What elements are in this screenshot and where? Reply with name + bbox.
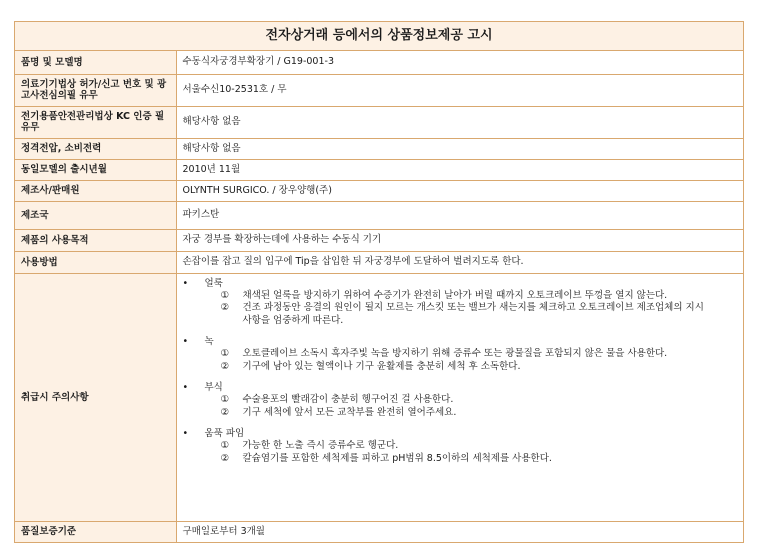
row-label-usage: 사용방법 xyxy=(15,251,176,273)
row-label-kc-cert: 전기용품안전관리법상 KC 인증 필 유무 xyxy=(15,106,176,138)
bullet-icon: • xyxy=(182,382,189,393)
table-row xyxy=(15,74,743,106)
row-label-rated-voltage: 정격전압, 소비전력 xyxy=(15,138,176,159)
caution-heading xyxy=(183,336,738,348)
info-table xyxy=(15,51,743,542)
row-label-warranty: 품질보증기준 xyxy=(15,521,176,542)
caution-item xyxy=(183,290,738,303)
caution-item-number: ① xyxy=(220,348,230,359)
caution-section xyxy=(183,428,738,465)
caution-item-text: 기구 세척에 앞서 모든 교착부를 완전히 열어주세요. xyxy=(242,406,457,418)
caution-item xyxy=(183,440,738,453)
caution-item xyxy=(183,453,738,466)
table-row xyxy=(15,251,743,273)
caution-item xyxy=(183,394,738,407)
bullet-icon: • xyxy=(182,428,189,439)
caution-heading-text: 녹 xyxy=(204,336,214,347)
row-label-caution: 취급시 주의사항 xyxy=(15,273,176,521)
row-value-warranty: 구매일로부터 3개월 xyxy=(176,521,743,542)
row-label-manufacturer: 제조사/판매원 xyxy=(15,180,176,201)
row-value-release-date: 2010년 11월 xyxy=(176,159,743,180)
caution-section xyxy=(183,278,738,328)
table-row xyxy=(15,201,743,229)
table-row xyxy=(15,51,743,74)
row-value-rated-voltage: 해당사항 없음 xyxy=(176,138,743,159)
row-value-kc-cert: 해당사항 없음 xyxy=(176,106,743,138)
caution-item-number: ② xyxy=(220,406,230,418)
caution-item-text: 가능한 한 노출 즉시 증류수로 헹군다. xyxy=(242,440,399,451)
caution-heading-text: 움푹 파임 xyxy=(204,428,245,439)
caution-heading-text: 얼룩 xyxy=(204,277,223,289)
row-value-permit-number: 서울수신10-2531호 / 무 xyxy=(176,74,743,106)
caution-section xyxy=(183,382,738,419)
caution-item-number: ② xyxy=(220,302,230,313)
caution-item-number: ② xyxy=(220,360,230,372)
table-row xyxy=(15,159,743,180)
caution-item-text: 수술용포의 빨래감이 충분히 헹구어진 걸 사용한다. xyxy=(242,394,454,405)
caution-item-text: 채색된 얼룩을 방지하기 위하여 수증기가 완전히 날아가 버릴 때까지 오토크레이브 뚜껑을 열지 않는다. xyxy=(242,289,668,301)
caution-item-text: 칼슘염기를 포함한 세척제를 피하고 pH범위 8.5이하의 세척제를 사용한다. xyxy=(242,452,552,464)
row-value-product-name: 수동식자궁경부확장기 / G19-001-3 xyxy=(182,56,334,68)
caution-item xyxy=(183,407,738,420)
caution-item-number: ① xyxy=(220,440,230,451)
table-row xyxy=(15,273,743,521)
bullet-icon: • xyxy=(182,277,189,289)
row-label-product-name: 품명 및 모델명 xyxy=(15,51,176,74)
caution-heading-text: 부식 xyxy=(204,382,223,393)
row-value-usage: 손잡이를 잡고 질의 입구에 Tip을 삽입한 뒤 자궁경부에 도달하여 벌려지도록 한다. xyxy=(176,251,743,273)
row-label-permit-number: 의료기기법상 허가/신고 번호 및 광고사전심의필 유무 xyxy=(15,74,176,106)
table-row xyxy=(15,106,743,138)
caution-heading xyxy=(183,278,738,290)
caution-item-number: ① xyxy=(220,394,230,405)
table-row xyxy=(15,180,743,201)
caution-item-number: ② xyxy=(220,452,230,464)
row-value-country: 파키스탄 xyxy=(176,201,743,229)
row-value-manufacturer: OLYNTH SURGICO. / 장우양행(주) xyxy=(176,180,743,201)
caution-item-text: 오토클레이브 소독시 흑자주빛 녹을 방지하기 위해 증류수 또는 광물질을 포함되지 않은 물을 사용한다. xyxy=(242,348,668,359)
table-row xyxy=(15,138,743,159)
row-label-release-date: 동일모델의 출시년월 xyxy=(15,159,176,180)
caution-item-number: ① xyxy=(220,289,230,301)
table-row xyxy=(15,229,743,251)
notice-title: 전자상거래 등에서의 상품정보제공 고시 xyxy=(15,22,743,51)
row-value-purpose: 자궁 경부를 확장하는데에 사용하는 수동식 기기 xyxy=(176,229,743,251)
row-label-purpose: 제품의 사용목적 xyxy=(15,229,176,251)
caution-item-text: 기구에 남아 있는 혈액이나 기구 윤활제를 충분히 세척 후 소독한다. xyxy=(242,360,521,372)
row-label-country: 제조국 xyxy=(15,201,176,229)
caution-item-text: 건조 과정동안 응결의 원인이 될지 모르는 개스킷 또는 밸브가 새는지를 체크하고 오토크레이브 제조업체의 지시사항을 엄중하게 따른다. xyxy=(242,302,704,326)
caution-item xyxy=(183,361,738,374)
caution-heading xyxy=(183,382,738,394)
caution-heading xyxy=(183,428,738,440)
product-info-notice xyxy=(14,21,744,543)
caution-content xyxy=(176,273,743,521)
caution-section xyxy=(183,336,738,373)
caution-list xyxy=(183,278,738,466)
bullet-icon: • xyxy=(182,336,189,347)
caution-item xyxy=(183,302,738,327)
caution-item xyxy=(183,348,738,361)
table-row xyxy=(15,521,743,542)
